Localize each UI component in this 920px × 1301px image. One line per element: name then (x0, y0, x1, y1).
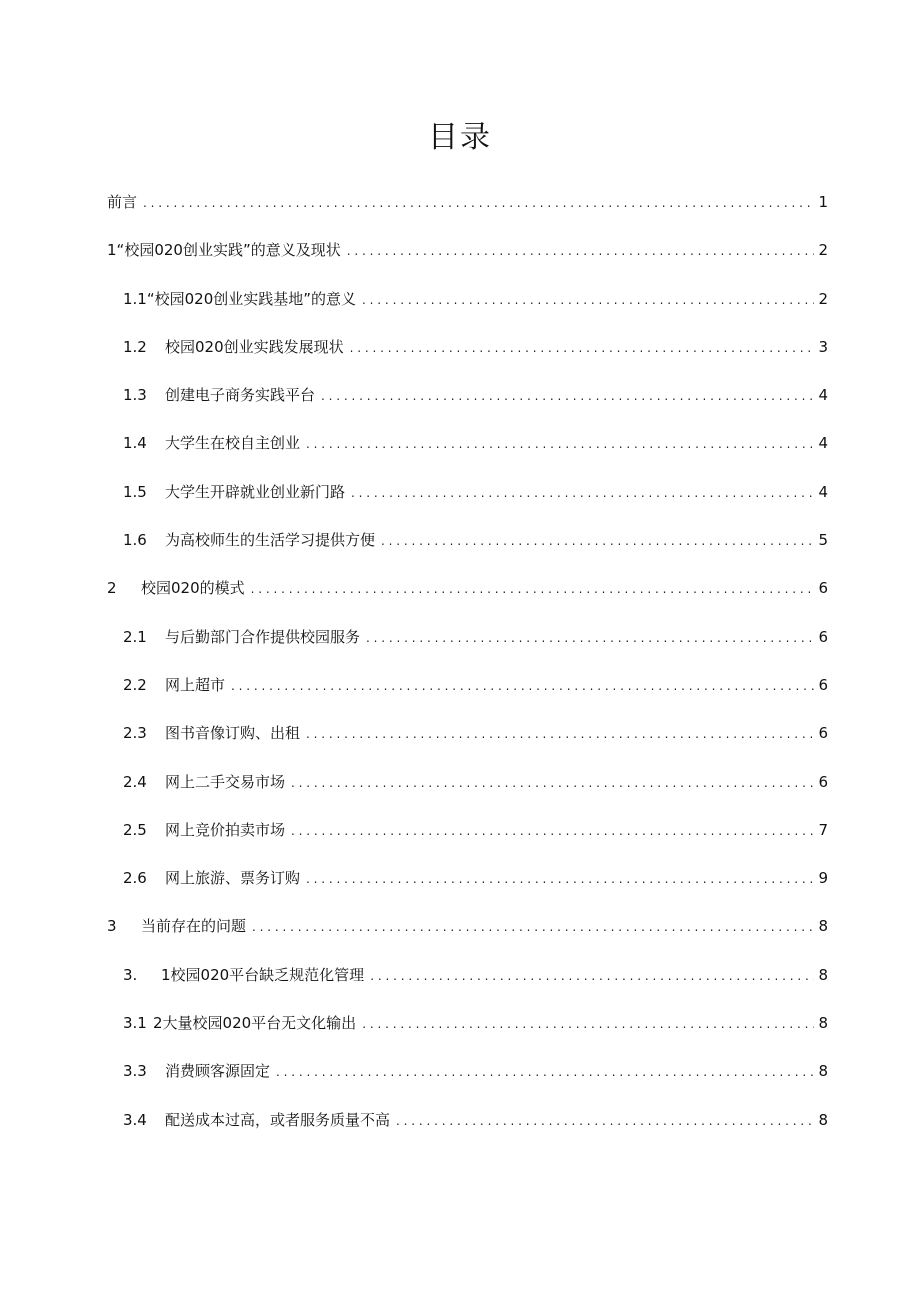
toc-entry[interactable] (107, 769, 828, 817)
toc-entry-label: 网上二手交易市场 (165, 772, 286, 791)
toc-dot-leader (306, 721, 814, 747)
toc-entry-number: 1.5 (123, 482, 147, 501)
toc-entry[interactable] (107, 672, 828, 720)
toc-entry-number: 1 (107, 241, 117, 260)
toc-dot-leader (370, 963, 814, 989)
toc-dot-leader (291, 770, 814, 796)
toc-dot-leader (306, 431, 814, 457)
toc-entry-label: 图书音像订购、出租 (165, 724, 301, 743)
toc-entry-label: “校园020创业实践”的意义及现状 (116, 241, 341, 260)
toc-entry-number: 2.6 (123, 869, 147, 888)
toc-entry-number: 2.1 (123, 627, 147, 646)
toc-entry[interactable] (107, 720, 828, 768)
toc-dot-leader (351, 480, 814, 506)
toc-entry[interactable] (107, 237, 828, 285)
toc-entry[interactable] (107, 1010, 828, 1058)
toc-entry-label: 网上超市 (165, 675, 226, 694)
toc-dot-leader (291, 818, 814, 844)
toc-entry-number: 2.2 (123, 675, 147, 694)
toc-entry-page: 6 (818, 724, 828, 743)
toc-entry[interactable] (107, 479, 828, 527)
toc-entry-number: 2.3 (123, 724, 147, 743)
toc-dot-leader (366, 625, 814, 651)
toc-entry-page: 9 (818, 869, 828, 888)
toc-entry-page: 8 (818, 965, 828, 984)
toc-entry-number: 1.1 (123, 289, 147, 308)
toc-entry-page: 4 (818, 434, 828, 453)
toc-entry-label: 创建电子商务实践平台 (165, 386, 316, 405)
toc-entry[interactable] (107, 430, 828, 478)
toc-entry[interactable] (107, 624, 828, 672)
toc-entry-number: 2 (107, 579, 117, 598)
toc-entry[interactable] (107, 913, 828, 961)
toc-entry[interactable] (107, 189, 828, 237)
toc-entry-label: 网上旅游、票务订购 (165, 869, 301, 888)
toc-entry-label: 校园020的模式 (141, 579, 245, 598)
toc-dot-leader (321, 383, 814, 409)
toc-dot-leader (381, 528, 814, 554)
toc-entry-number: 3.1 (123, 1014, 147, 1033)
toc-entry-number: 1.6 (123, 531, 147, 550)
toc-entry-label: 网上竞价拍卖市场 (165, 820, 286, 839)
toc-entry-number: 1.3 (123, 386, 147, 405)
toc-dot-leader (362, 1011, 814, 1037)
toc-entry-number: 2.4 (123, 772, 147, 791)
toc-entry-number: 1.2 (123, 337, 147, 356)
toc-entry-number: 3. (123, 965, 138, 984)
page-title: 目录 (428, 120, 492, 155)
toc-entry-number: 2.5 (123, 820, 147, 839)
toc-dot-leader (251, 576, 814, 602)
toc-dot-leader (350, 335, 814, 361)
toc-dot-leader (347, 238, 814, 264)
toc-entry-page: 8 (818, 1062, 828, 1081)
toc-entry[interactable] (107, 1107, 828, 1155)
toc-dot-leader (276, 1059, 814, 1085)
toc-entry-page: 2 (818, 289, 828, 308)
toc-entry[interactable] (107, 1058, 828, 1106)
toc-entry-page: 6 (818, 579, 828, 598)
toc-entry[interactable] (107, 575, 828, 623)
toc-entry-label: 消费顾客源固定 (165, 1062, 271, 1081)
toc-entry-number: 3.4 (123, 1110, 147, 1129)
toc-entry[interactable] (107, 382, 828, 430)
toc-entry-number: 3.3 (123, 1062, 147, 1081)
toc-dot-leader (231, 673, 814, 699)
toc-entry-page: 3 (818, 337, 828, 356)
toc-entry-label: 校园020创业实践发展现状 (165, 337, 344, 356)
toc-entry[interactable] (107, 817, 828, 865)
toc-entry-label: 当前存在的问题 (141, 917, 247, 936)
toc-entry-label: 与后勤部门合作提供校园服务 (165, 627, 361, 646)
toc-entry-label: 大学生开辟就业创业新门路 (165, 482, 346, 501)
toc-entry[interactable] (107, 962, 828, 1010)
toc-entry-label: 配送成本过高，或者服务质量不高 (165, 1110, 391, 1129)
table-of-contents (107, 189, 828, 1155)
toc-entry[interactable] (107, 527, 828, 575)
toc-entry-page: 1 (818, 193, 828, 211)
toc-entry-page: 4 (818, 386, 828, 405)
toc-entry-page: 2 (818, 241, 828, 260)
toc-entry-number: 3 (107, 917, 117, 936)
toc-entry-page: 4 (818, 482, 828, 501)
toc-dot-leader (396, 1108, 814, 1134)
toc-entry-page: 8 (818, 1110, 828, 1129)
toc-entry-label: 前言 (107, 193, 138, 211)
toc-entry-page: 8 (818, 917, 828, 936)
toc-entry[interactable] (107, 334, 828, 382)
toc-entry-page: 6 (818, 772, 828, 791)
toc-entry-page: 6 (818, 627, 828, 646)
toc-entry-label: “校园020创业实践基地”的意义 (146, 289, 357, 308)
toc-entry-label: 2大量校园020平台无文化输出 (153, 1014, 357, 1033)
toc-dot-leader (252, 914, 814, 940)
toc-entry-page: 8 (818, 1014, 828, 1033)
toc-entry-number: 1.4 (123, 434, 147, 453)
toc-dot-leader (143, 190, 814, 216)
toc-entry-page: 6 (818, 675, 828, 694)
toc-entry-label: 1校园020平台缺乏规范化管理 (161, 965, 365, 984)
toc-entry-page: 5 (818, 531, 828, 550)
toc-entry-label: 为高校师生的生活学习提供方便 (165, 531, 376, 550)
toc-entry[interactable] (107, 286, 828, 334)
toc-dot-leader (306, 866, 814, 892)
toc-entry-label: 大学生在校自主创业 (165, 434, 301, 453)
toc-entry[interactable] (107, 865, 828, 913)
toc-dot-leader (362, 287, 814, 313)
toc-entry-page: 7 (818, 820, 828, 839)
